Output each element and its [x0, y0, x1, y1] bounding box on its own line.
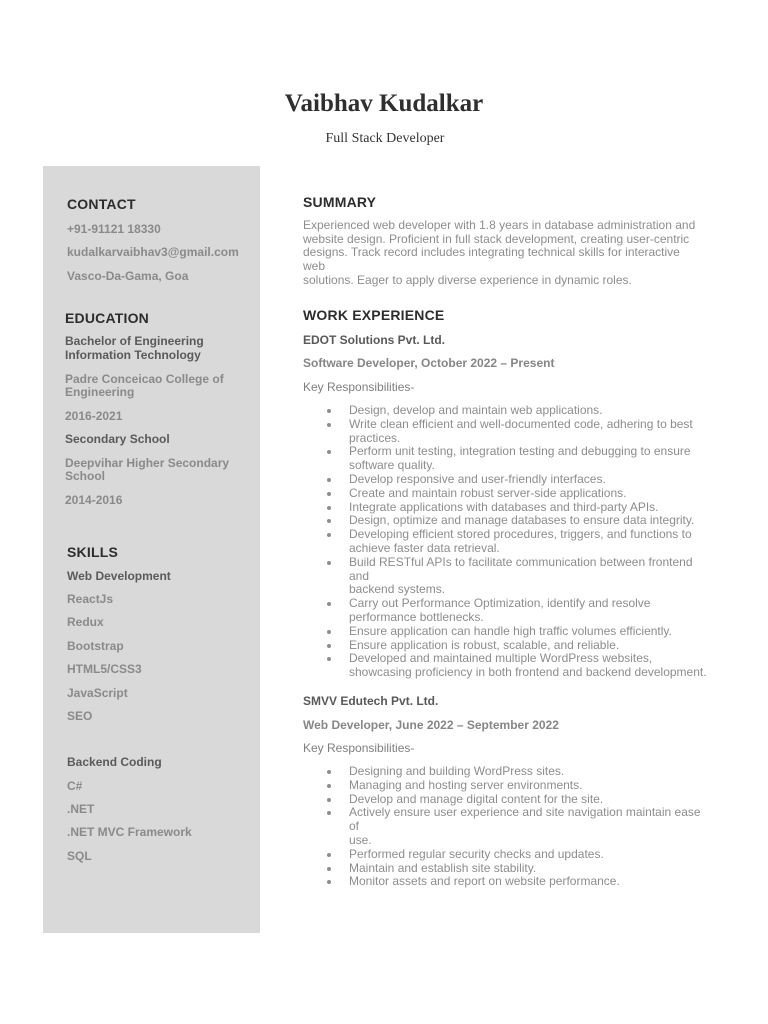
responsibility-line: Developed and maintained multiple WordPress websites, [349, 651, 653, 666]
summary-line: website design. Proficient in full stack development, creating user-centric [303, 231, 690, 246]
responsibility-line: Design, develop and maintain web applications. [349, 403, 603, 417]
degree-line-1: Bachelor of Engineering [65, 334, 204, 348]
responsibilities-label: Key Responsibilities- [303, 380, 415, 394]
responsibilities-list [349, 765, 711, 889]
responsibility-item [349, 418, 711, 446]
responsibility-line: Monitor assets and report on website performance. [349, 874, 620, 889]
skill-item: Bootstrap [67, 639, 124, 653]
candidate-name: Vaibhav Kudalkar [284, 90, 484, 117]
skill-item: ReactJs [67, 592, 114, 606]
responsibility-line: software quality. [349, 458, 435, 473]
responsibility-line: Developing efficient stored procedures, triggers, and functions to [349, 527, 692, 542]
skill-item: HTML5/CSS3 [67, 662, 142, 676]
education-heading: EDUCATION [65, 310, 149, 326]
responsibility-line: Performed regular security checks and updates. [349, 846, 604, 861]
responsibility-line: performance bottlenecks. [349, 609, 484, 624]
summary-text [303, 219, 703, 288]
contact-email: kudalkarvaibhav3@gmail.com [67, 245, 239, 259]
skill-item: SQL [67, 849, 92, 863]
responsibility-line: achieve faster data retrieval. [349, 540, 500, 555]
responsibility-line: Ensure application is robust, scalable, and reliable. [349, 637, 620, 652]
responsibility-item [349, 528, 711, 556]
school-years: 2014-2016 [65, 493, 123, 507]
responsibility-line: Build RESTful APIs to facilitate communication between frontend and [349, 554, 693, 583]
responsibility-item [349, 597, 711, 625]
school-line-1: Deepvihar Higher Secondary [65, 456, 230, 470]
responsibility-line: Design, optimize and manage databases to ensure data integrity. [349, 513, 695, 528]
responsibility-line: Ensure application can handle high traffic volumes efficiently. [349, 623, 672, 638]
skills-heading: SKILLS [67, 544, 118, 560]
degree-line-2: Information Technology [65, 348, 201, 362]
skill-item: SEO [67, 709, 93, 723]
skill-item: JavaScript [67, 686, 128, 700]
responsibility-item [349, 652, 711, 680]
responsibility-item [349, 487, 711, 501]
school-line-2: School [65, 469, 106, 483]
summary-line: Experienced web developer with 1.8 years in database administration and [303, 218, 696, 232]
responsibility-line: showcasing proficiency in both frontend and backend development. [349, 665, 707, 680]
responsibility-item [349, 848, 711, 862]
responsibility-line: Develop and manage digital content for the site. [349, 791, 604, 806]
job-title: Full Stack Developer [325, 131, 445, 146]
responsibility-item [349, 765, 711, 779]
contact-location: Vasco-Da-Gama, Goa [67, 269, 189, 283]
contact-phone: +91-91121 18330 [67, 222, 161, 236]
company-name: SMVV Edutech Pvt. Ltd. [303, 694, 439, 708]
responsibility-item [349, 514, 711, 528]
responsibilities-label: Key Responsibilities- [303, 741, 415, 755]
responsibility-item [349, 793, 711, 807]
responsibility-line: Designing and building WordPress sites. [349, 764, 565, 778]
responsibility-line: Managing and hosting server environments. [349, 777, 583, 792]
responsibility-line: Develop responsive and user-friendly interfaces. [349, 471, 606, 486]
job-role: Web Developer, June 2022 – September 2022 [303, 718, 559, 732]
college-years: 2016-2021 [65, 409, 123, 423]
web-development-title: Web Development [67, 569, 171, 583]
college-line-2: Engineering [65, 385, 135, 399]
work-experience-heading: WORK EXPERIENCE [303, 307, 445, 323]
responsibility-line: practices. [349, 430, 401, 445]
responsibility-line: Integrate applications with databases and third-party APIs. [349, 499, 659, 514]
skill-item: C# [67, 779, 83, 793]
summary-heading: SUMMARY [303, 194, 377, 210]
responsibility-item [349, 875, 711, 889]
responsibility-line: Actively ensure user experience and site navigation maintain ease of [349, 805, 701, 834]
responsibility-line: Write clean efficient and well-documented code, adhering to best [349, 416, 693, 431]
backend-coding-title: Backend Coding [67, 755, 162, 769]
responsibility-item [349, 473, 711, 487]
job-role: Software Developer, October 2022 – Present [303, 356, 555, 370]
responsibility-line: Carry out Performance Optimization, identify and resolve [349, 596, 651, 611]
responsibility-item [349, 404, 711, 418]
responsibility-item [349, 501, 711, 515]
responsibility-item [349, 806, 711, 847]
school-title: Secondary School [65, 432, 170, 446]
responsibility-item [349, 779, 711, 793]
summary-line: solutions. Eager to apply diverse experience in dynamic roles. [303, 272, 632, 287]
responsibilities-list [349, 404, 711, 680]
responsibility-item [349, 625, 711, 639]
responsibility-item [349, 639, 711, 653]
responsibility-line: use. [349, 832, 372, 847]
college-line-1: Padre Conceicao College of [65, 372, 224, 386]
summary-line: designs. Track record includes integrating technical skills for interactive web [303, 245, 680, 274]
responsibility-line: Create and maintain robust server-side applications. [349, 485, 627, 500]
responsibility-line: backend systems. [349, 582, 446, 597]
responsibility-line: Perform unit testing, integration testing and debugging to ensure [349, 444, 691, 459]
responsibility-line: Maintain and establish site stability. [349, 860, 537, 875]
skill-item: Redux [67, 615, 104, 629]
responsibility-item [349, 556, 711, 597]
company-name: EDOT Solutions Pvt. Ltd. [303, 333, 445, 347]
contact-heading: CONTACT [67, 196, 136, 212]
responsibility-item [349, 445, 711, 473]
skill-item: .NET [67, 802, 95, 816]
responsibility-item [349, 862, 711, 876]
skill-item: .NET MVC Framework [67, 825, 192, 839]
